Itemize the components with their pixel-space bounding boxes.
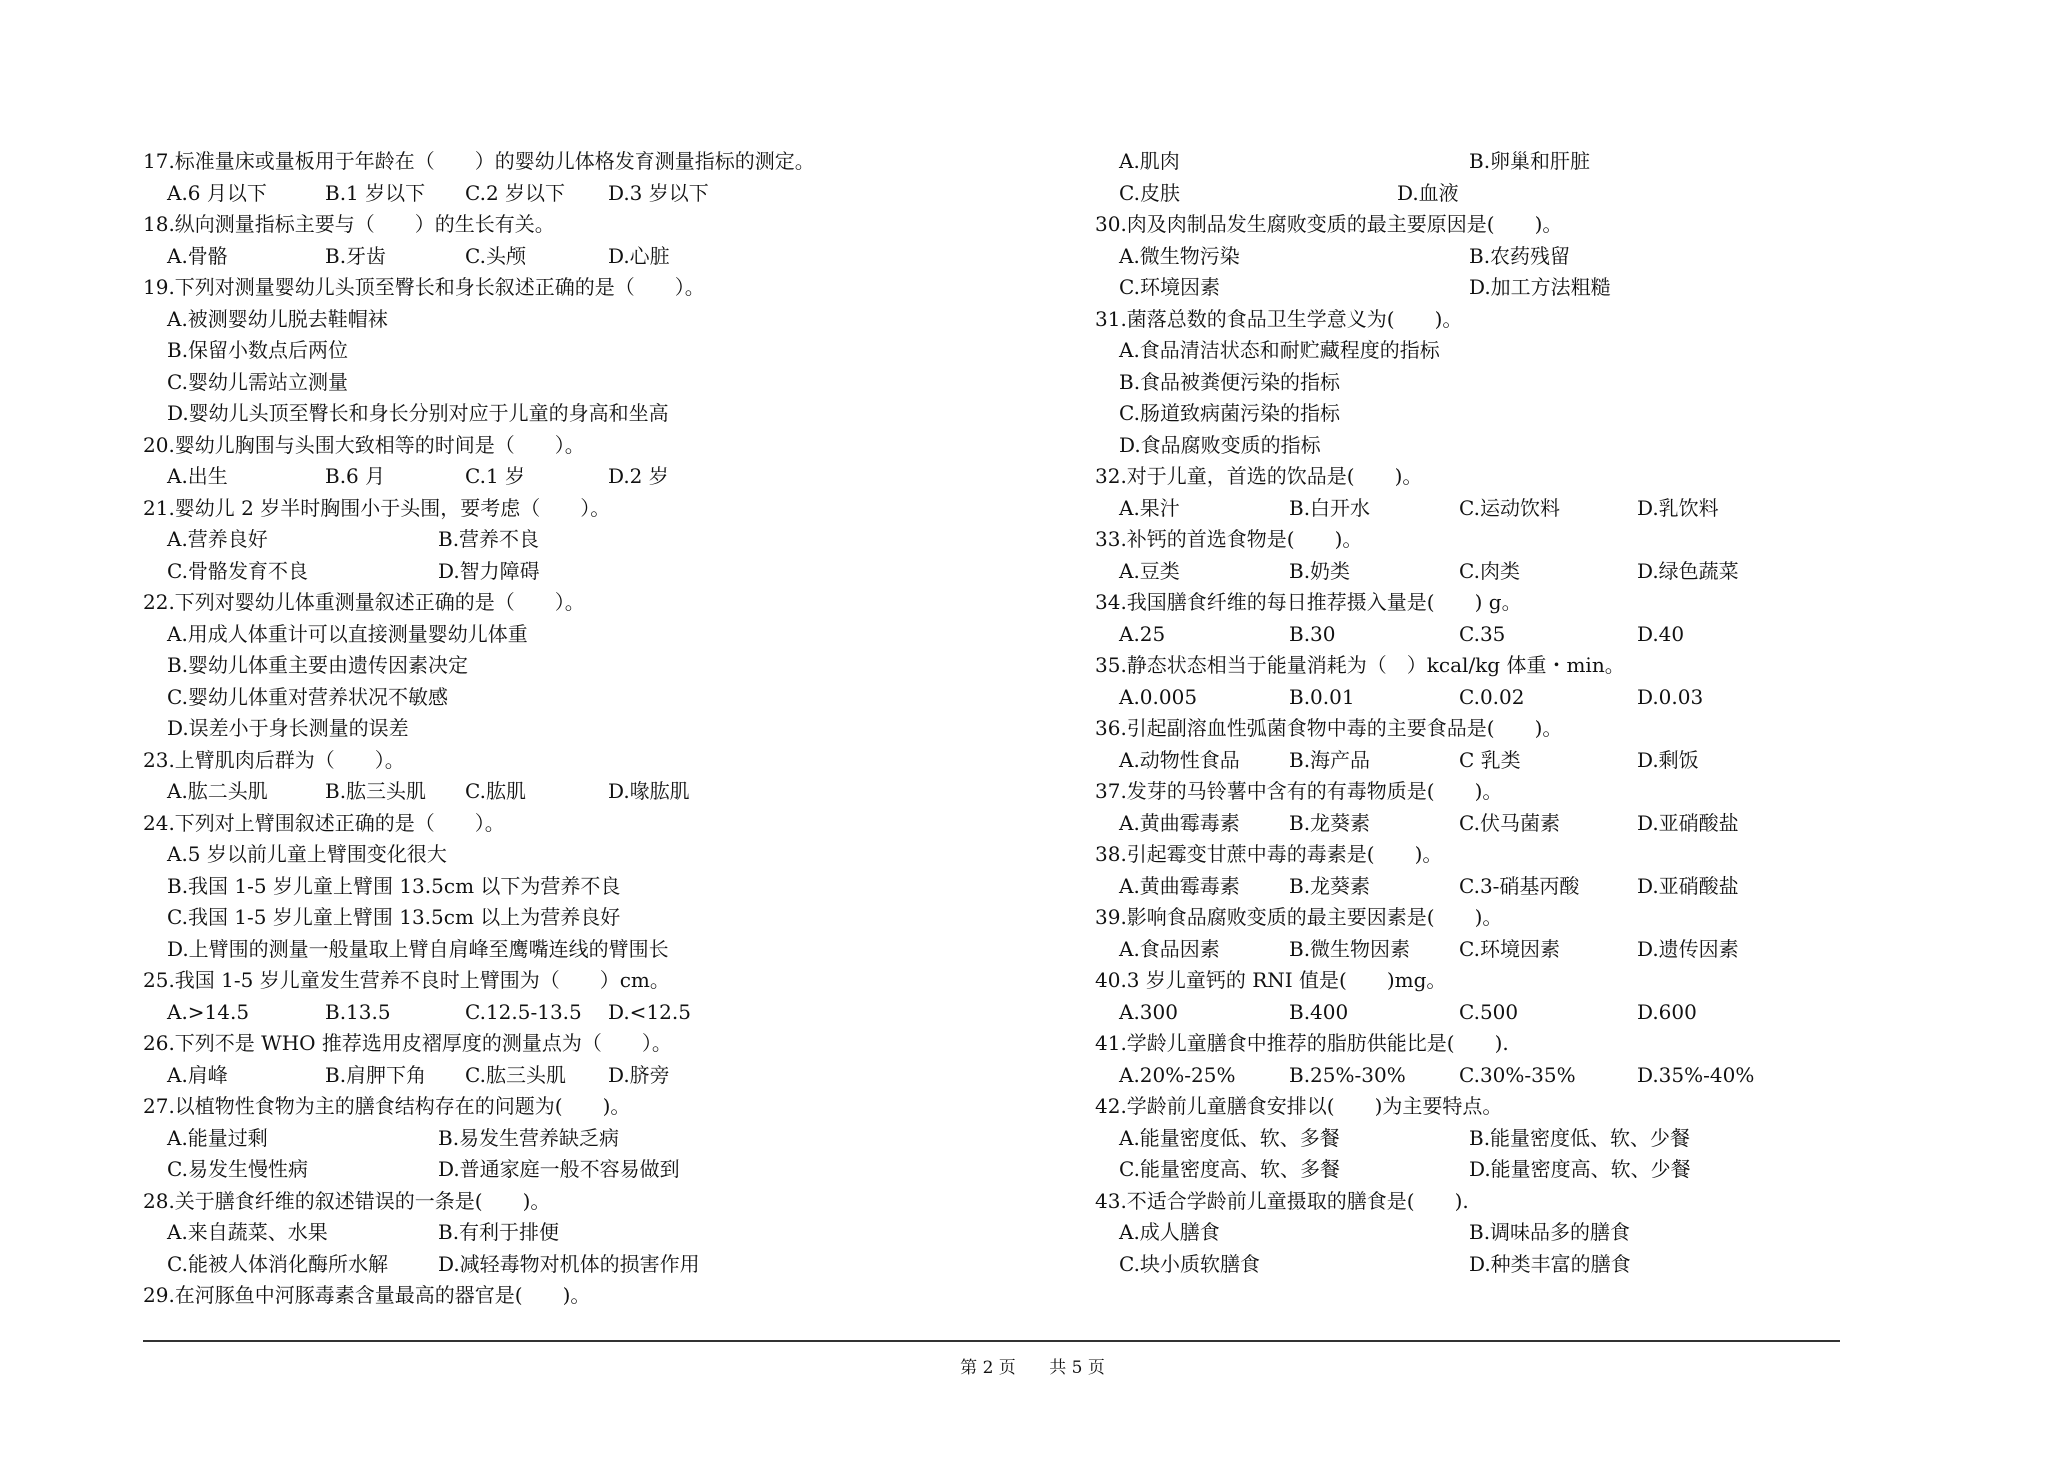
option-a: C.能量密度高、软、多餐 <box>1119 1157 1340 1181</box>
question-text: 28.关于膳食纤维的叙述错误的一条是( )。 <box>143 1188 551 1213</box>
option-row <box>143 839 1063 871</box>
question-text: 25.我国 1-5 岁儿童发生营养不良时上臂围为（ ）cm。 <box>143 968 670 992</box>
option-c: C.伏马菌素 <box>1459 810 1560 835</box>
option-a: A.5 岁以前儿童上臂围变化很大 <box>167 842 447 866</box>
option-d: D.脐旁 <box>608 1062 670 1087</box>
option-row <box>1095 178 1995 210</box>
question-text: 29.在河豚鱼中河豚毒素含量最高的器官是( )。 <box>143 1283 591 1307</box>
question-text: 42.学龄前儿童膳食安排以( )为主要特点。 <box>1095 1094 1503 1118</box>
option-b: B.卵巢和肝脏 <box>1469 149 1591 173</box>
option-a: A.能量过剩 <box>167 1125 268 1150</box>
option-a: D.婴幼儿头顶至臀长和身长分别对应于儿童的身高和坐高 <box>167 401 669 425</box>
question-text: 33.补钙的首选食物是( )。 <box>1095 527 1363 551</box>
option-a: C.我国 1-5 岁儿童上臂围 13.5cm 以上为营养良好 <box>167 905 621 929</box>
option-row <box>143 335 1063 367</box>
option-a: C.易发生慢性病 <box>167 1157 308 1181</box>
option-b: D.普通家庭一般不容易做到 <box>438 1157 680 1181</box>
question-text: 38.引起霉变甘蔗中毒的毒素是( )。 <box>1095 842 1443 866</box>
question-text: 21.婴幼儿 2 岁半时胸围小于头围，要考虑（ ）。 <box>143 495 611 520</box>
option-a: D.食品腐败变质的指标 <box>1119 432 1321 457</box>
option-row <box>143 934 1063 966</box>
option-row <box>143 619 1063 651</box>
option-a: A.动物性食品 <box>1119 747 1240 772</box>
option-a: A.0.005 <box>1119 684 1198 709</box>
option-b: B.能量密度低、软、少餐 <box>1469 1125 1691 1150</box>
option-a: A.微生物污染 <box>1119 243 1240 268</box>
option-c: C.肱三头肌 <box>465 1062 566 1087</box>
option-row <box>143 1154 1063 1186</box>
question-text: 30.肉及肉制品发生腐败变质的最主要原因是( )。 <box>1095 212 1563 236</box>
question-text: 20.婴幼儿胸围与头围大致相等的时间是（ ）。 <box>143 432 585 457</box>
option-a: C.块小质软膳食 <box>1119 1251 1260 1276</box>
option-row <box>1095 1249 1995 1281</box>
option-b: D.能量密度高、软、少餐 <box>1469 1157 1691 1181</box>
option-d: D.剩饭 <box>1637 747 1699 772</box>
option-row <box>143 1249 1063 1281</box>
option-a: B.食品被粪便污染的指标 <box>1119 369 1341 394</box>
option-row <box>1095 493 1995 525</box>
option-row <box>1095 808 1995 840</box>
option-d: D.亚硝酸盐 <box>1637 873 1739 898</box>
option-a: C.骨骼发育不良 <box>167 558 308 583</box>
option-a: B.保留小数点后两位 <box>167 338 349 362</box>
option-c: C 乳类 <box>1459 747 1521 772</box>
option-row <box>143 178 1063 210</box>
option-a: A.肱二头肌 <box>167 779 268 803</box>
option-a: A.出生 <box>167 464 228 488</box>
option-b: D.智力障碍 <box>438 558 540 583</box>
question-text: 32.对于儿童，首选的饮品是( )。 <box>1095 464 1423 488</box>
option-row <box>1095 997 1995 1029</box>
option-row <box>1095 146 1995 178</box>
option-c: C.头颅 <box>465 243 526 268</box>
question-text: 37.发芽的马铃薯中含有的有毒物质是( )。 <box>1095 779 1503 803</box>
option-a: A.用成人体重计可以直接测量婴幼儿体重 <box>167 621 528 646</box>
question-text: 31.菌落总数的食品卫生学意义为( )。 <box>1095 306 1463 331</box>
option-b: B.牙齿 <box>325 243 387 268</box>
option-c: C.35 <box>1459 621 1506 646</box>
option-c: C.12.5-13.5 <box>465 999 582 1024</box>
option-row <box>1095 398 1995 430</box>
option-row <box>1095 1217 1995 1249</box>
option-b: B.易发生营养缺乏病 <box>438 1125 620 1150</box>
option-row <box>143 997 1063 1029</box>
question-text: 27.以植物性食物为主的膳食结构存在的问题为( )。 <box>143 1094 631 1118</box>
option-row <box>143 556 1063 588</box>
option-b: B.肩胛下角 <box>325 1062 427 1087</box>
option-b: B.白开水 <box>1289 495 1371 520</box>
option-row <box>1095 335 1995 367</box>
question-text: 34.我国膳食纤维的每日推荐摄入量是( ) g。 <box>1095 590 1522 614</box>
option-a: A.果汁 <box>1119 495 1180 520</box>
option-d: D.600 <box>1637 999 1697 1024</box>
option-b: B.龙葵素 <box>1289 873 1371 898</box>
option-c: C.肉类 <box>1459 558 1520 583</box>
option-row <box>143 902 1063 934</box>
option-d: D.3 岁以下 <box>608 180 709 205</box>
option-c: C.0.02 <box>1459 684 1525 709</box>
option-b: B.奶类 <box>1289 558 1351 583</box>
question-text: 18.纵向测量指标主要与（ ）的生长有关。 <box>143 212 555 236</box>
option-a: A.>14.5 <box>167 999 250 1024</box>
option-b: B.海产品 <box>1289 747 1371 772</box>
option-b: B.13.5 <box>325 999 391 1024</box>
footer-divider <box>143 1340 1840 1342</box>
option-row <box>143 871 1063 903</box>
option-a: A.豆类 <box>1119 558 1180 583</box>
option-a: A.能量密度低、软、多餐 <box>1119 1125 1340 1150</box>
option-b: B.有利于排便 <box>438 1220 560 1244</box>
question-text: 39.影响食品腐败变质的最主要因素是( )。 <box>1095 905 1503 929</box>
option-row <box>143 461 1063 493</box>
option-b: B.0.01 <box>1289 684 1355 709</box>
option-a: A.营养良好 <box>167 527 268 551</box>
option-row <box>143 1217 1063 1249</box>
option-a: A.20%-25% <box>1119 1062 1236 1087</box>
option-row <box>143 650 1063 682</box>
left-column <box>143 146 1063 1312</box>
question-text: 19.下列对测量婴幼儿头顶至臀长和身长叙述正确的是（ ）。 <box>143 275 705 299</box>
page-total: 共 5 页 <box>1049 1358 1105 1378</box>
option-row <box>1095 241 1995 273</box>
question-text: 40.3 岁儿童钙的 RNI 值是( )mg。 <box>1095 968 1447 992</box>
option-row <box>1095 556 1995 588</box>
option-a: A.黄曲霉毒素 <box>1119 810 1240 835</box>
option-row <box>143 776 1063 808</box>
question-text: 17.标准量床或量板用于年龄在（ ）的婴幼儿体格发育测量指标的测定。 <box>143 149 815 173</box>
page-current: 第 2 页 <box>960 1358 1016 1378</box>
option-b: D.加工方法粗糙 <box>1469 275 1611 299</box>
option-row <box>1095 1123 1995 1155</box>
option-c: C.运动饮料 <box>1459 495 1560 520</box>
option-d: D.40 <box>1637 621 1685 646</box>
option-c: C.2 岁以下 <box>465 180 566 205</box>
option-b: D.种类丰富的膳食 <box>1469 1251 1631 1276</box>
question-text: 43.不适合学龄前儿童摄取的膳食是( ). <box>1095 1188 1469 1213</box>
option-row <box>1095 619 1995 651</box>
option-d: D.<12.5 <box>608 999 691 1024</box>
option-row <box>1095 682 1995 714</box>
option-a: A.来自蔬菜、水果 <box>167 1220 328 1244</box>
question-text: 23.上臂肌肉后群为（ ）。 <box>143 747 405 772</box>
option-d: D.绿色蔬菜 <box>1637 558 1739 583</box>
option-a: A.300 <box>1119 999 1178 1024</box>
option-b: B.调味品多的膳食 <box>1469 1220 1631 1244</box>
option-a: B.婴幼儿体重主要由遗传因素决定 <box>167 653 469 677</box>
option-a: D.误差小于身长测量的误差 <box>167 716 409 740</box>
option-b: B.30 <box>1289 621 1336 646</box>
option-b: B.400 <box>1289 999 1349 1024</box>
option-c: C.1 岁 <box>465 464 526 488</box>
question-text: 41.学龄儿童膳食中推荐的脂肪供能比是( ). <box>1095 1031 1509 1055</box>
option-d: D.喙肱肌 <box>608 779 690 803</box>
option-a: A.黄曲霉毒素 <box>1119 873 1240 898</box>
page-footer <box>0 1353 2065 1378</box>
option-d: D.亚硝酸盐 <box>1637 810 1739 835</box>
option-d: D.心脏 <box>608 243 670 268</box>
option-row <box>1095 1060 1995 1092</box>
option-d: D.乳饮料 <box>1637 495 1719 520</box>
option-a: C.环境因素 <box>1119 275 1220 299</box>
option-c: C.肱肌 <box>465 779 526 803</box>
option-b: B.营养不良 <box>438 527 540 551</box>
option-a: C.能被人体消化酶所水解 <box>167 1251 388 1276</box>
option-a: C.皮肤 <box>1119 180 1180 205</box>
option-row <box>143 1123 1063 1155</box>
option-d: D.35%-40% <box>1637 1062 1755 1087</box>
option-b: B.1 岁以下 <box>325 180 426 205</box>
option-a: A.肩峰 <box>167 1062 228 1087</box>
option-row <box>1095 430 1995 462</box>
option-b: B.农药残留 <box>1469 243 1571 268</box>
option-a: A.25 <box>1119 621 1166 646</box>
option-row <box>1095 272 1995 304</box>
option-a: A.食品清洁状态和耐贮藏程度的指标 <box>1119 338 1440 362</box>
option-row <box>143 1060 1063 1092</box>
option-row <box>143 241 1063 273</box>
question-text: 26.下列不是 WHO 推荐选用皮褶厚度的测量点为（ ）。 <box>143 1031 672 1055</box>
option-row <box>143 398 1063 430</box>
option-b: B.25%-30% <box>1289 1062 1406 1087</box>
option-a: A.食品因素 <box>1119 936 1220 961</box>
option-row <box>143 367 1063 399</box>
right-column <box>1095 146 1995 1280</box>
option-b: B.肱三头肌 <box>325 779 427 803</box>
option-a: A.成人膳食 <box>1119 1220 1220 1244</box>
option-c: C.500 <box>1459 999 1519 1024</box>
option-b: D.血液 <box>1397 180 1459 205</box>
option-row <box>1095 745 1995 777</box>
option-b: D.减轻毒物对机体的损害作用 <box>438 1251 700 1276</box>
option-c: C.30%-35% <box>1459 1062 1576 1087</box>
option-d: D.遗传因素 <box>1637 936 1739 961</box>
option-row <box>1095 934 1995 966</box>
option-row <box>1095 871 1995 903</box>
question-text: 36.引起副溶血性弧菌食物中毒的主要食品是( )。 <box>1095 716 1563 740</box>
question-text: 35.静态状态相当于能量消耗为（ ）kcal/kg 体重・min。 <box>1095 653 1625 677</box>
option-row <box>1095 367 1995 399</box>
option-row <box>143 682 1063 714</box>
option-b: B.龙葵素 <box>1289 810 1371 835</box>
option-a: A.肌肉 <box>1119 149 1180 173</box>
option-a: A.被测婴幼儿脱去鞋帽袜 <box>167 306 388 331</box>
option-a: A.6 月以下 <box>167 180 267 205</box>
option-a: C.肠道致病菌污染的指标 <box>1119 401 1340 425</box>
option-a: A.骨骼 <box>167 243 228 268</box>
option-a: C.婴幼儿体重对营养状况不敏感 <box>167 684 448 709</box>
question-text: 22.下列对婴幼儿体重测量叙述正确的是（ ）。 <box>143 590 585 614</box>
option-row <box>143 524 1063 556</box>
option-row <box>143 304 1063 336</box>
option-row <box>1095 1154 1995 1186</box>
option-b: B.6 月 <box>325 464 386 488</box>
question-text: 24.下列对上臂围叙述正确的是（ ）。 <box>143 810 505 835</box>
option-a: D.上臂围的测量一般量取上臂自肩峰至鹰嘴连线的臂围长 <box>167 936 669 961</box>
option-d: D.2 岁 <box>608 464 669 488</box>
option-a: B.我国 1-5 岁儿童上臂围 13.5cm 以下为营养不良 <box>167 873 621 898</box>
option-c: C.3-硝基丙酸 <box>1459 873 1580 898</box>
option-d: D.0.03 <box>1637 684 1704 709</box>
option-row <box>143 713 1063 745</box>
option-b: B.微生物因素 <box>1289 936 1411 961</box>
option-c: C.环境因素 <box>1459 936 1560 961</box>
option-a: C.婴幼儿需站立测量 <box>167 369 348 394</box>
